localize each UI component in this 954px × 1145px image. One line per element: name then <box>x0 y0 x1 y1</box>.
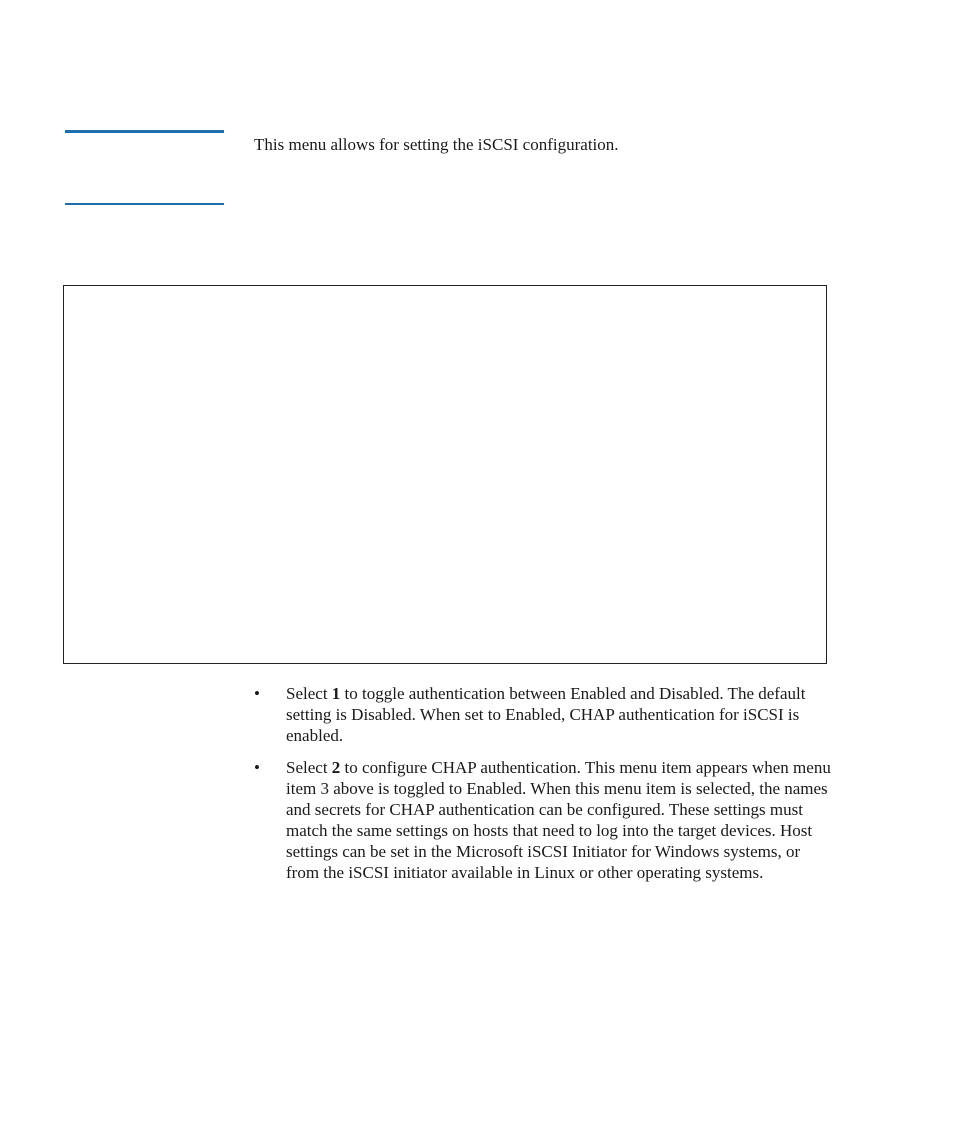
bullet-icon: • <box>254 758 260 777</box>
bullet-prefix: Select <box>286 684 332 703</box>
bullet-text <box>286 684 805 745</box>
list-item <box>254 757 834 883</box>
list-item <box>254 683 834 746</box>
menu-key: 2 <box>331 758 341 777</box>
bullet-prefix: Select <box>286 758 332 777</box>
bullet-body: to configure CHAP authentication. This menu item appears when menu item 3 above is toggled to Enabled. When this menu item is selected, the names and secrets for CHAP authentication can be configured. These settings must match the same settings on hosts that need to log into the target devices. Host settings can be set in the Microsoft iSCSI Initiator for Windows systems, or from the iSCSI initiator available in Linux or other operating systems. <box>286 758 831 882</box>
instruction-list <box>254 683 834 894</box>
bullet-text <box>286 758 831 882</box>
section-rule-top <box>65 130 224 133</box>
intro-paragraph: This menu allows for setting the iSCSI configuration. <box>254 135 619 154</box>
menu-key: 1 <box>331 684 341 703</box>
section-rule-bottom <box>65 203 224 205</box>
bullet-icon: • <box>254 684 260 703</box>
menu-screenshot-frame <box>63 285 827 664</box>
bullet-body: to toggle authentication between Enabled and Disabled. The default setting is Disabled. When set to Enabled, CHAP authentication for iSCSI is enabled. <box>286 684 806 745</box>
